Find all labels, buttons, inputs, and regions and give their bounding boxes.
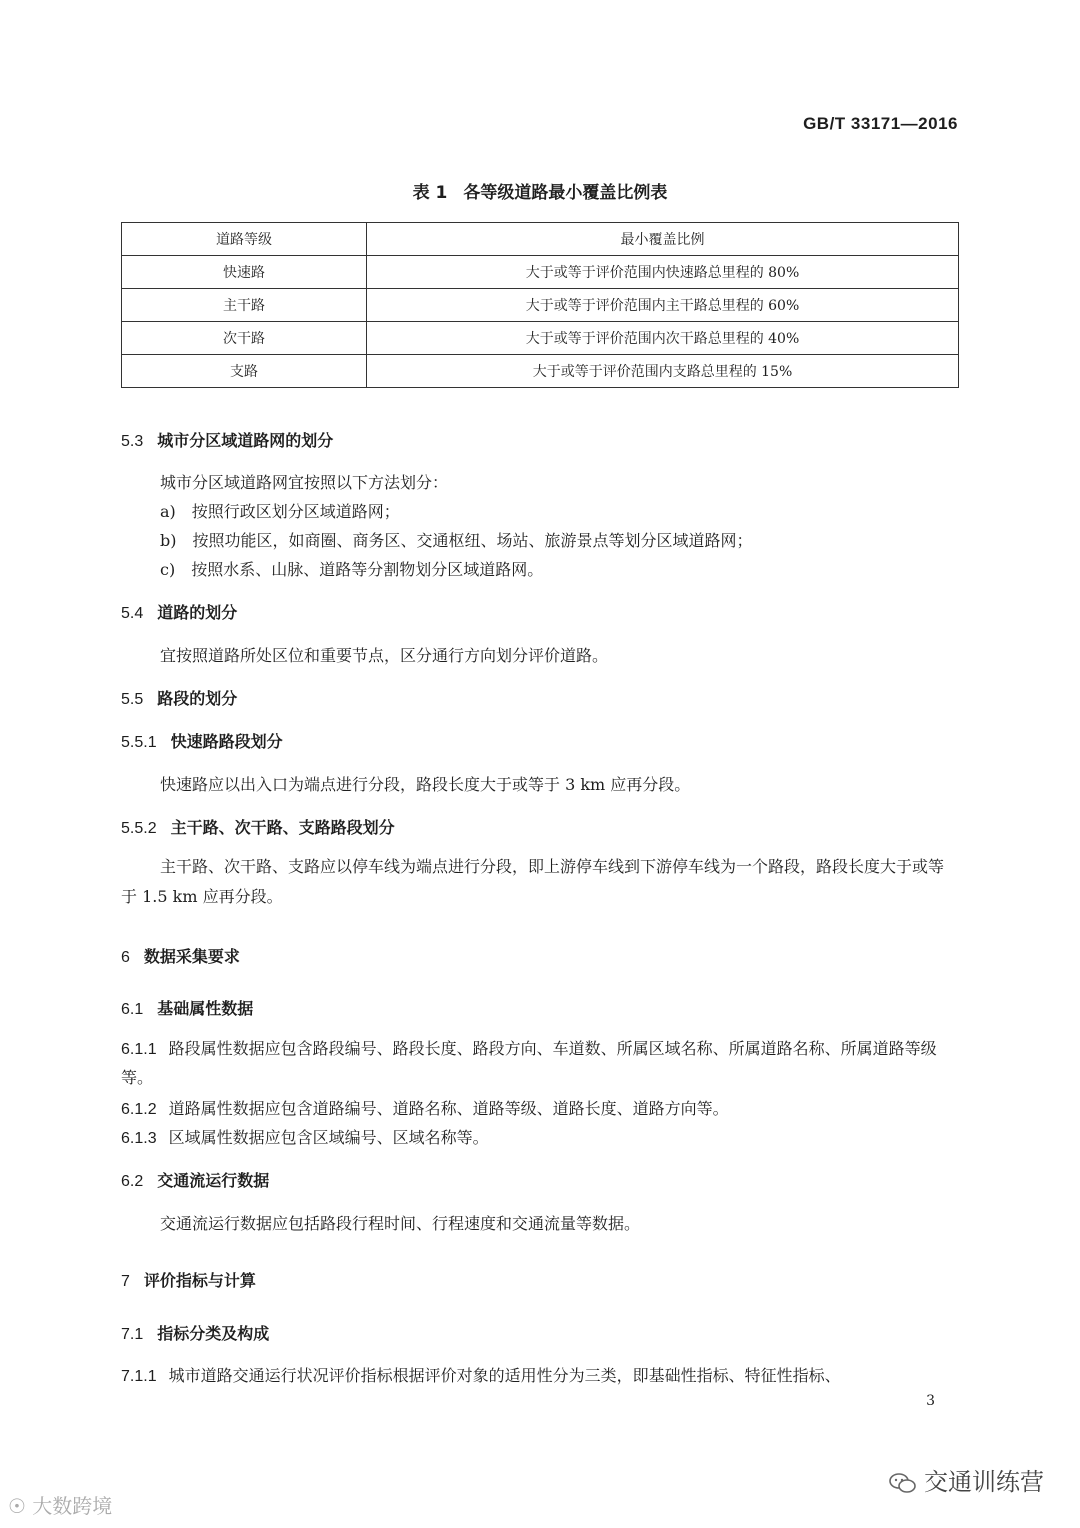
section-heading-5-5-1 bbox=[121, 729, 283, 752]
section-heading-6-2 bbox=[121, 1168, 269, 1191]
section-number: 5.5.1 bbox=[121, 734, 157, 751]
section-number: 6 bbox=[121, 949, 130, 966]
section-title: 主干路、次干路、支路路段划分 bbox=[170, 818, 395, 837]
section-heading-6-1 bbox=[121, 996, 253, 1019]
weibo-icon: ☉ bbox=[8, 1494, 26, 1518]
page-number: 3 bbox=[926, 1393, 935, 1409]
section-heading-5-5-2 bbox=[121, 815, 395, 838]
clause-number: 7.1.1 bbox=[121, 1368, 157, 1385]
table-cell: 大于或等于评价范围内快速路总里程的 80% bbox=[367, 256, 959, 289]
section-number: 7 bbox=[121, 1273, 130, 1290]
clause-number: 6.1.1 bbox=[121, 1041, 157, 1058]
section-number: 5.5 bbox=[121, 691, 144, 708]
table-header-cell: 道路等级 bbox=[122, 223, 367, 256]
list-item: c) 按照水系、山脉、道路等分割物划分区域道路网。 bbox=[160, 560, 544, 579]
list-item: b) 按照功能区，如商圈、商务区、交通枢纽、场站、旅游景点等划分区域道路网； bbox=[160, 531, 753, 550]
clause-text: 区域属性数据应包含区域编号、区域名称等。 bbox=[168, 1128, 489, 1147]
table-row bbox=[122, 289, 959, 322]
clause-7-1-1 bbox=[121, 1363, 841, 1386]
section-number: 5.3 bbox=[121, 433, 144, 450]
table-cell: 大于或等于评价范围内支路总里程的 15% bbox=[367, 355, 959, 388]
section-number: 7.1 bbox=[121, 1326, 144, 1343]
table-row bbox=[122, 322, 959, 355]
clause-6-1-3 bbox=[121, 1125, 489, 1148]
clause-number: 6.1.2 bbox=[121, 1101, 157, 1118]
table-row bbox=[122, 355, 959, 388]
section-heading-5-4 bbox=[121, 600, 237, 623]
paragraph: 交通流运行数据应包括路段行程时间、行程速度和交通流量等数据。 bbox=[160, 1214, 641, 1233]
section-heading-7 bbox=[121, 1268, 256, 1291]
wechat-icon bbox=[888, 1472, 918, 1494]
table-caption-number: 表 1 bbox=[412, 183, 448, 203]
paragraph: 宜按照道路所处区位和重要节点，区分通行方向划分评价道路。 bbox=[160, 646, 609, 665]
table-header-cell: 最小覆盖比例 bbox=[367, 223, 959, 256]
clause-6-1-1 bbox=[121, 1035, 959, 1092]
table-header-row bbox=[122, 223, 959, 256]
section-title: 交通流运行数据 bbox=[157, 1171, 270, 1190]
table-cell: 大于或等于评价范围内次干路总里程的 40% bbox=[367, 322, 959, 355]
section-number: 6.1 bbox=[121, 1001, 144, 1018]
section-number: 5.5.2 bbox=[121, 820, 157, 837]
paragraph: 主干路、次干路、支路应以停车线为端点进行分段，即上游停车线到下游停车线为一个路段，路段长度大于或等于 1.5 km 应再分段。 bbox=[121, 857, 945, 906]
section-title: 数据采集要求 bbox=[143, 947, 240, 966]
section-title: 路段的划分 bbox=[157, 689, 238, 708]
standard-number: GB/T 33171—2016 bbox=[803, 114, 958, 133]
section-title: 城市分区域道路网的划分 bbox=[157, 431, 334, 450]
section-title: 评价指标与计算 bbox=[143, 1271, 256, 1290]
paragraph: 城市分区域道路网宜按照以下方法划分： bbox=[160, 473, 449, 492]
section-number: 6.2 bbox=[121, 1173, 144, 1190]
table-cell: 快速路 bbox=[122, 256, 367, 289]
section-heading-7-1 bbox=[121, 1321, 269, 1344]
clause-number: 6.1.3 bbox=[121, 1130, 157, 1147]
watermark-left bbox=[8, 1490, 112, 1519]
watermark-right-text: 交通训练营 bbox=[924, 1468, 1044, 1496]
section-number: 5.4 bbox=[121, 605, 144, 622]
clause-6-1-2 bbox=[121, 1096, 729, 1119]
table-cell: 主干路 bbox=[122, 289, 367, 322]
section-title: 道路的划分 bbox=[157, 603, 238, 622]
coverage-table bbox=[121, 222, 959, 388]
table-caption-title: 各等级道路最小覆盖比例表 bbox=[463, 183, 668, 203]
section-heading-5-5 bbox=[121, 686, 237, 709]
section-heading-6 bbox=[121, 944, 240, 967]
paragraph: 快速路应以出入口为端点进行分段，路段长度大于或等于 3 km 应再分段。 bbox=[160, 775, 691, 794]
clause-text: 城市道路交通运行状况评价指标根据评价对象的适用性分为三类，即基础性指标、特征性指标、 bbox=[168, 1366, 841, 1385]
watermark-right bbox=[888, 1462, 1044, 1497]
table-cell: 次干路 bbox=[122, 322, 367, 355]
clause-text: 路段属性数据应包含路段编号、路段长度、路段方向、车道数、所属区域名称、所属道路名称、所属道路等级等。 bbox=[121, 1039, 937, 1087]
table-caption bbox=[0, 178, 1080, 203]
table-row bbox=[122, 256, 959, 289]
watermark-left-text: 大数跨境 bbox=[32, 1494, 113, 1518]
clause-text: 道路属性数据应包含道路编号、道路名称、道路等级、道路长度、道路方向等。 bbox=[168, 1099, 729, 1118]
table-cell: 大于或等于评价范围内主干路总里程的 60% bbox=[367, 289, 959, 322]
table-cell: 支路 bbox=[122, 355, 367, 388]
list-item: a) 按照行政区划分区域道路网； bbox=[160, 502, 400, 521]
section-title: 指标分类及构成 bbox=[157, 1324, 270, 1343]
section-heading-5-3 bbox=[121, 428, 333, 451]
section-title: 基础属性数据 bbox=[157, 999, 254, 1018]
section-title: 快速路路段划分 bbox=[170, 732, 283, 751]
